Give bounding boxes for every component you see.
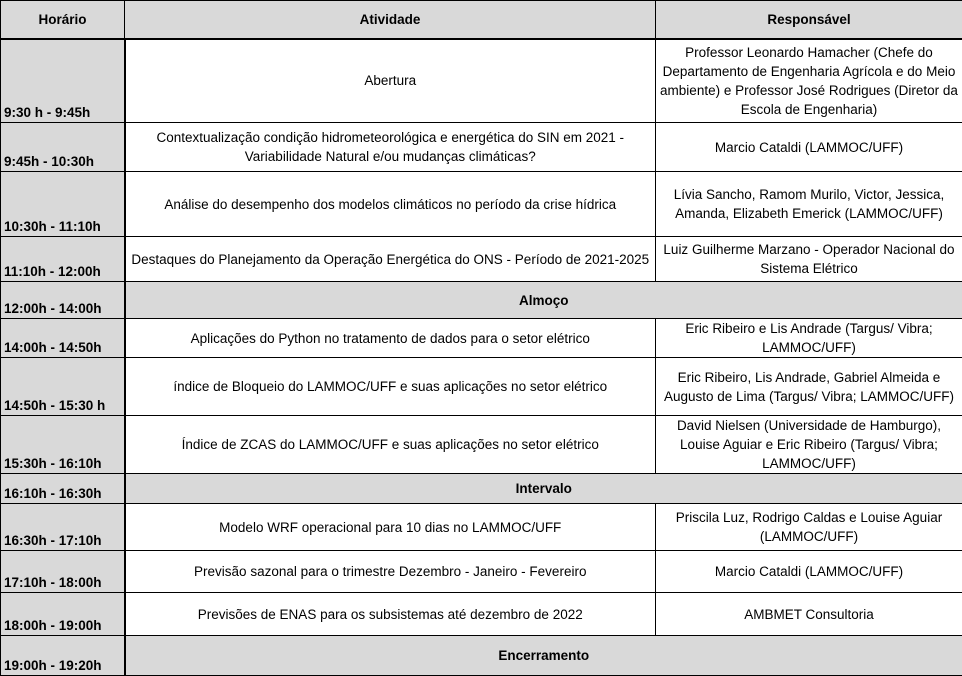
break-row	[1, 636, 962, 676]
row-responsible: Professor Leonardo Hamacher (Chefe do Departamento de Engenharia Agrícola e do Meio ambiente) e Professor José Rodrigues (Diretor da Escola de Engenharia)	[656, 39, 962, 123]
row-responsible: Eric Ribeiro e Lis Andrade (Targus/ Vibra; LAMMOC/UFF)	[656, 319, 962, 358]
row-activity: Análise do desempenho dos modelos climáticos no período da crise hídrica	[125, 172, 656, 237]
row-activity: Previsão sazonal para o trimestre Dezembro - Janeiro - Fevereiro	[125, 551, 656, 593]
row-time: 9:45h - 10:30h	[1, 123, 125, 172]
table-row	[1, 172, 962, 237]
row-time: 14:00h - 14:50h	[1, 319, 125, 358]
row-time: 9:30 h - 9:45h	[1, 39, 125, 123]
table-row	[1, 123, 962, 172]
row-responsible: Priscila Luz, Rodrigo Caldas e Louise Aguiar (LAMMOC/UFF)	[656, 504, 962, 551]
row-time: 19:00h - 19:20h	[1, 636, 125, 676]
table-row	[1, 358, 962, 416]
row-time: 10:30h - 11:10h	[1, 172, 125, 237]
break-row	[1, 474, 962, 504]
row-time: 11:10h - 12:00h	[1, 237, 125, 282]
header-time: Horário	[1, 1, 125, 39]
header-responsible: Responsável	[656, 1, 962, 39]
row-time: 18:00h - 19:00h	[1, 593, 125, 636]
row-activity: Índice de ZCAS do LAMMOC/UFF e suas aplicações no setor elétrico	[125, 416, 656, 474]
row-time: 16:30h - 17:10h	[1, 504, 125, 551]
row-activity: Abertura	[125, 39, 656, 123]
row-activity: Destaques do Planejamento da Operação Energética do ONS - Período de 2021-2025	[125, 237, 656, 282]
header-activity: Atividade	[125, 1, 656, 39]
row-responsible: Eric Ribeiro, Lis Andrade, Gabriel Almeida e Augusto de Lima (Targus/ Vibra; LAMMOC/UFF)	[656, 358, 962, 416]
row-activity: Aplicações do Python no tratamento de dados para o setor elétrico	[125, 319, 656, 358]
row-activity: índice de Bloqueio do LAMMOC/UFF e suas aplicações no setor elétrico	[125, 358, 656, 416]
row-time: 12:00h - 14:00h	[1, 282, 125, 319]
row-responsible: Luiz Guilherme Marzano - Operador Nacional do Sistema Elétrico	[656, 237, 962, 282]
table-row	[1, 39, 962, 123]
header-row	[1, 1, 962, 39]
row-responsible: AMBMET Consultoria	[656, 593, 962, 636]
row-time: 16:10h - 16:30h	[1, 474, 125, 504]
break-label: Intervalo	[125, 474, 962, 504]
table-row	[1, 593, 962, 636]
row-time: 15:30h - 16:10h	[1, 416, 125, 474]
row-responsible: Marcio Cataldi (LAMMOC/UFF)	[656, 551, 962, 593]
table-row	[1, 237, 962, 282]
table-row	[1, 551, 962, 593]
table-row	[1, 319, 962, 358]
row-responsible: Lívia Sancho, Ramom Murilo, Victor, Jessica, Amanda, Elizabeth Emerick (LAMMOC/UFF)	[656, 172, 962, 237]
row-activity: Modelo WRF operacional para 10 dias no LAMMOC/UFF	[125, 504, 656, 551]
break-label: Encerramento	[125, 636, 962, 676]
row-responsible: Marcio Cataldi (LAMMOC/UFF)	[656, 123, 962, 172]
table-row	[1, 416, 962, 474]
break-label: Almoço	[125, 282, 962, 319]
break-row	[1, 282, 962, 319]
row-time: 17:10h - 18:00h	[1, 551, 125, 593]
table-row	[1, 504, 962, 551]
row-activity: Previsões de ENAS para os subsistemas até dezembro de 2022	[125, 593, 656, 636]
row-time: 14:50h - 15:30 h	[1, 358, 125, 416]
row-responsible: David Nielsen (Universidade de Hamburgo), Louise Aguiar e Eric Ribeiro (Targus/ Vibra; LAMMOC/UFF)	[656, 416, 962, 474]
row-activity: Contextualização condição hidrometeorológica e energética do SIN em 2021 - Variabilidade Natural e/ou mudanças climáticas?	[125, 123, 656, 172]
